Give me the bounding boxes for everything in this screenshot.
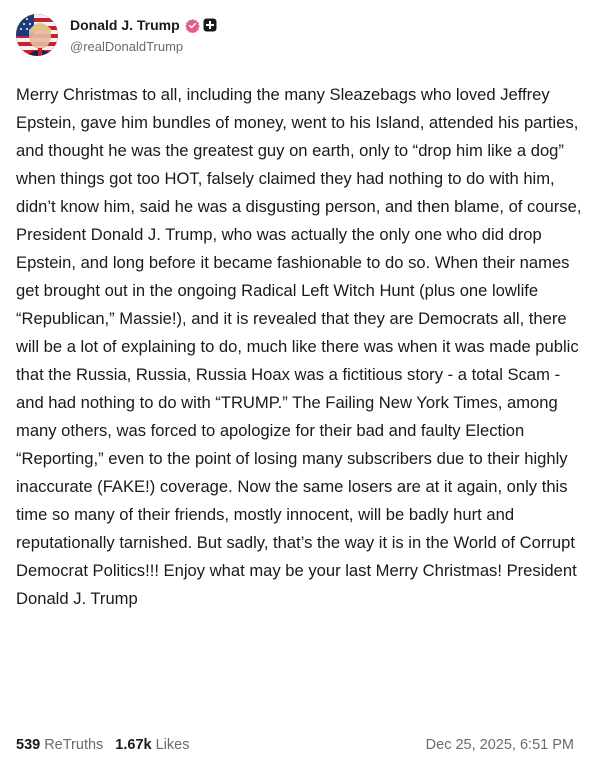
likes-count: 1.67k bbox=[115, 737, 152, 753]
name-row bbox=[70, 16, 217, 34]
post-paragraph: and had nothing to do with “TRUMP.” The Failing New York Times, among many others, was forced to apologize for their bad and faulty Election “Reporting,” even to the point of losing many subscribers due to their highly inaccurate (FAKE!) coverage. Now the same losers are at it again, only this time so many of their friends, mostly innocent, will be badly hurt and reputationally tarnished. But sadly, that’s the way it is in the World of Corrupt Democrat Politics!!! Enjoy what may be your last Merry Christmas! President Donald J. Trump bbox=[16, 393, 577, 608]
author-handle[interactable]: @realDonaldTrump bbox=[70, 39, 184, 54]
post-timestamp[interactable]: Dec 25, 2025, 6:51 PM bbox=[425, 737, 574, 753]
avatar-image bbox=[16, 14, 58, 56]
author-identity bbox=[70, 16, 217, 54]
author-display-name[interactable]: Donald J. Trump bbox=[70, 17, 180, 33]
post-paragraph: Merry Christmas to all, including the many Sleazebags who loved Jeffrey Epstein, gave him bundles of money, went to his Island, attended his parties, and thought he was the greatest guy on earth, only to “drop him like a dog” when things got too HOT, falsely claimed they had nothing to do with him, didn’t know him, said he was a disgusting person, and then blame, of course, President Donald J. Trump, who was actually the only one who did drop Epstein, and long before it became fashionable to do so. When their names get brought out in the ongoing Radical Left Witch Hunt (plus one lowlife “Republican,” Massie!), and it is revealed that they are Democrats all, there will be a lot of explaining to do, much like there was when it was made public that the Russia, Russia, Russia Hoax was a fictitious story - a total Scam - bbox=[16, 85, 582, 384]
post-text bbox=[16, 81, 582, 613]
plus-badge-icon bbox=[203, 18, 217, 32]
post-footer bbox=[16, 734, 574, 756]
likes-label: Likes bbox=[155, 737, 190, 753]
verified-badge-icon bbox=[185, 18, 200, 33]
retruths-stat[interactable] bbox=[16, 737, 103, 753]
retruths-count: 539 bbox=[16, 737, 41, 753]
retruths-label: ReTruths bbox=[44, 737, 104, 753]
likes-stat[interactable] bbox=[115, 737, 189, 753]
avatar[interactable] bbox=[16, 14, 58, 56]
post-header bbox=[16, 14, 217, 56]
